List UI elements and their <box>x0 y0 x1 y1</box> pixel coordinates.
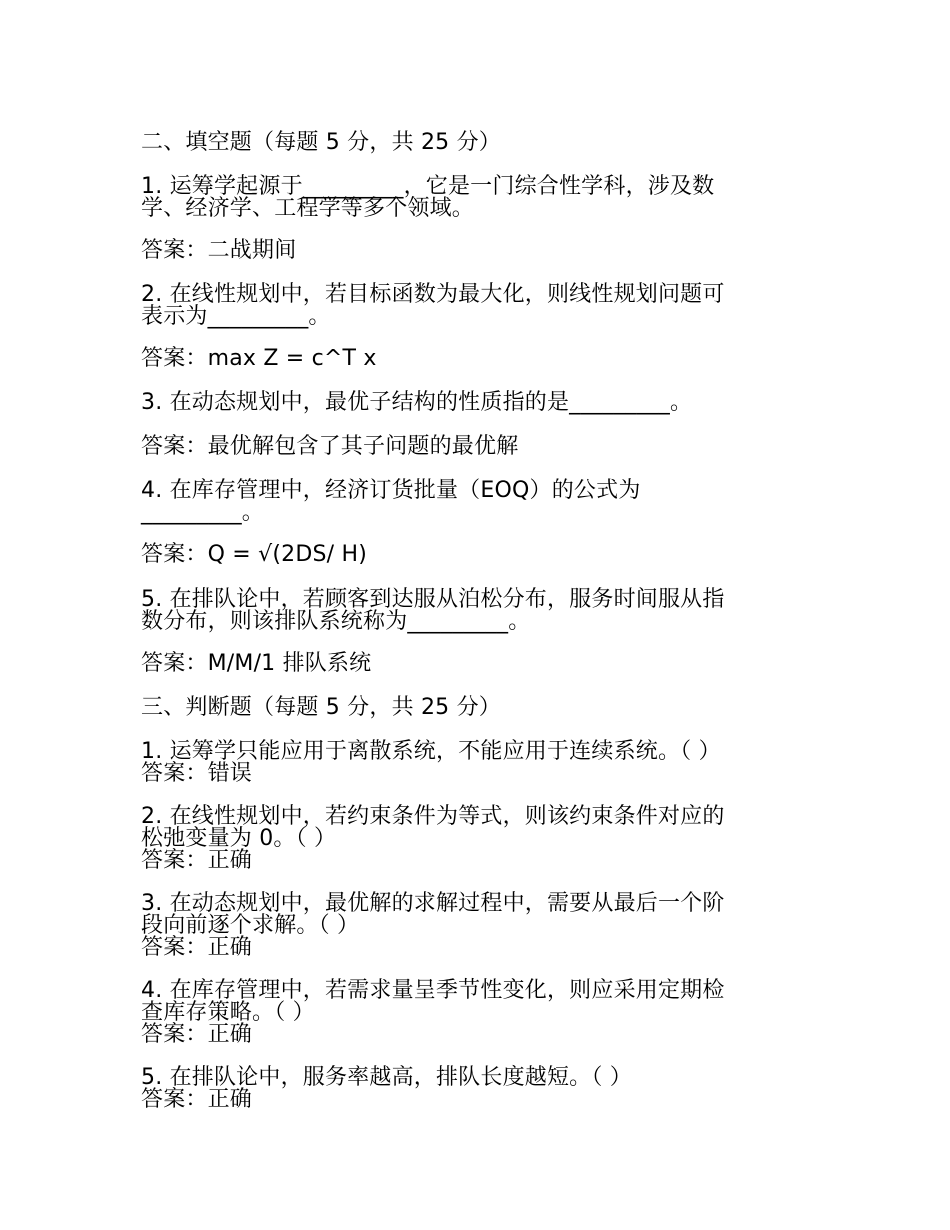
fill-q1-line1: 1. 运筹学起源于_________，它是一门综合性学科，涉及数 <box>141 174 715 199</box>
judge-q4-line2: 查库存策略。（ ） <box>141 1000 315 1025</box>
judge-q4-answer: 答案：正确 <box>141 1022 253 1047</box>
judge-q4-line1: 4. 在库存管理中，若需求量呈季节性变化，则应采用定期检 <box>141 978 725 1003</box>
fill-q5-line2: 数分布，则该排队系统称为_________。 <box>141 609 531 634</box>
fill-q4-line2: _________。 <box>141 500 265 525</box>
judge-q3-answer: 答案：正确 <box>141 935 253 960</box>
fill-q1-answer: 答案：二战期间 <box>141 238 297 263</box>
judge-q5-answer: 答案：正确 <box>141 1087 253 1112</box>
judge-q2-line1: 2. 在线性规划中，若约束条件为等式，则该约束条件对应的 <box>141 804 725 829</box>
section-heading-true-false: 三、判断题（每题 5 分，共 25 分） <box>141 695 501 720</box>
fill-q2-line1: 2. 在线性规划中，若目标函数为最大化，则线性规划问题可 <box>141 282 725 307</box>
fill-q3-answer: 答案：最优解包含了其子问题的最优解 <box>141 434 519 459</box>
fill-q5-line1: 5. 在排队论中，若顾客到达服从泊松分布，服务时间服从指 <box>141 587 725 612</box>
judge-q5-line1: 5. 在排队论中，服务率越高，排队长度越短。（ ） <box>141 1065 632 1090</box>
judge-q2-line2: 松弛变量为 0。（ ） <box>141 826 337 851</box>
judge-q2-answer: 答案：正确 <box>141 848 253 873</box>
fill-q1-line2: 学、经济学、工程学等多个领域。 <box>141 196 475 221</box>
fill-q5-answer: 答案：M/M/1 排队系统 <box>141 651 372 676</box>
fill-q3-line1: 3. 在动态规划中，最优子结构的性质指的是_________。 <box>141 390 693 415</box>
judge-q3-line1: 3. 在动态规划中，最优解的求解过程中，需要从最后一个阶 <box>141 891 725 916</box>
section-heading-fill-in: 二、填空题（每题 5 分，共 25 分） <box>141 130 501 155</box>
judge-q3-line2: 段向前逐个求解。（ ） <box>141 913 360 938</box>
judge-q1-line1: 1. 运筹学只能应用于离散系统，不能应用于连续系统。（ ） <box>141 739 721 764</box>
judge-q1-answer: 答案：错误 <box>141 761 253 786</box>
fill-q4-line1: 4. 在库存管理中，经济订货批量（EOQ）的公式为 <box>141 478 641 503</box>
fill-q2-line2: 表示为_________。 <box>141 304 331 329</box>
fill-q4-answer: 答案：Q = √(2DS/ H) <box>141 542 367 567</box>
fill-q2-answer: 答案：max Z = c^T x <box>141 346 377 371</box>
